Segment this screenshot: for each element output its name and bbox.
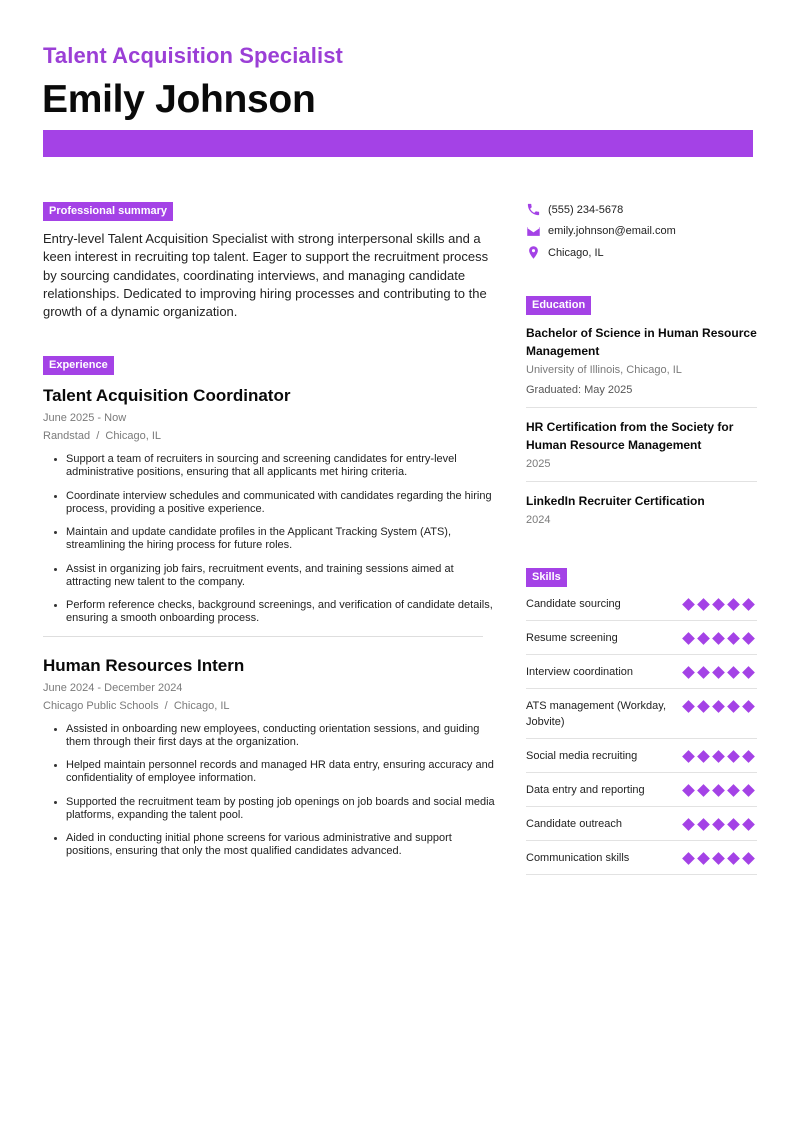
rating-diamond-icon — [712, 666, 725, 679]
skill-rating — [683, 852, 754, 865]
rating-diamond-icon — [682, 666, 695, 679]
skill-rating — [683, 666, 754, 679]
rating-diamond-icon — [697, 852, 710, 865]
skill-row — [526, 841, 757, 875]
skill-name: Interview coordination — [526, 666, 634, 678]
rating-diamond-icon — [742, 784, 755, 797]
education-item — [526, 315, 757, 408]
phone-text: (555) 234-5678 — [548, 203, 624, 216]
education-item — [526, 482, 757, 537]
skill-rating — [683, 598, 754, 611]
job-title: Human Resources Intern — [43, 655, 245, 675]
job-company-location: Randstad / Chicago, IL — [43, 430, 162, 442]
bullet-item: Helped maintain personnel records and managed HR data entry, ensuring accuracy and confidentiality of employee information. — [52, 759, 498, 785]
rating-diamond-icon — [727, 632, 740, 645]
bullet-item: Supported the recruitment team by posting job openings on job boards and social media platforms, expanding the talent pool. — [52, 796, 498, 822]
job-dates: June 2024 - December 2024 — [43, 681, 183, 694]
summary-section — [43, 201, 498, 321]
job-entry — [43, 656, 498, 859]
skill-row — [526, 807, 757, 841]
summary-heading: Professional summary — [43, 202, 173, 221]
job-title-heading: Talent Acquisition Specialist — [43, 43, 343, 68]
skill-row — [526, 739, 757, 773]
rating-diamond-icon — [742, 666, 755, 679]
bullet-item: Perform reference checks, background screenings, and verification of candidate details, ensuring a smooth onboarding process. — [52, 599, 498, 625]
skills-heading: Skills — [526, 568, 567, 587]
experience-heading: Experience — [43, 356, 114, 375]
skill-row — [526, 587, 757, 621]
skill-name: Resume screening — [526, 632, 618, 644]
rating-diamond-icon — [742, 700, 755, 713]
rating-diamond-icon — [697, 818, 710, 831]
rating-diamond-icon — [682, 784, 695, 797]
mail-icon — [526, 224, 541, 239]
rating-diamond-icon — [727, 666, 740, 679]
education-year: 2024 — [526, 513, 551, 526]
rating-diamond-icon — [712, 700, 725, 713]
skill-name: Social media recruiting — [526, 750, 638, 762]
bullet-item: Aided in conducting initial phone screens for various administrative and support positions, ensuring that only the most qualified candidates advanced. — [52, 832, 498, 858]
rating-diamond-icon — [682, 852, 695, 865]
header-accent-bar — [43, 130, 753, 157]
rating-diamond-icon — [697, 632, 710, 645]
skill-row — [526, 689, 757, 739]
rating-diamond-icon — [727, 700, 740, 713]
rating-diamond-icon — [742, 632, 755, 645]
location-pin-icon — [526, 245, 541, 260]
job-bullets — [43, 723, 498, 859]
skill-name: ATS management (Workday, Jobvite) — [526, 700, 666, 728]
rating-diamond-icon — [697, 666, 710, 679]
education-year: 2025 — [526, 457, 551, 470]
rating-diamond-icon — [727, 598, 740, 611]
education-school: University of Illinois, Chicago, IL — [526, 363, 682, 376]
phone-icon — [526, 202, 541, 217]
bullet-item: Assisted in onboarding new employees, conducting orientation sessions, and guiding them through their first days at the organization. — [52, 723, 498, 749]
contact-phone[interactable] — [526, 199, 757, 221]
rating-diamond-icon — [712, 818, 725, 831]
skill-rating — [683, 632, 754, 645]
rating-diamond-icon — [697, 784, 710, 797]
education-section — [526, 295, 757, 537]
education-date: Graduated: May 2025 — [526, 383, 633, 396]
job-entry — [43, 386, 498, 625]
job-bullets — [43, 453, 498, 625]
skill-rating — [683, 784, 754, 797]
education-item — [526, 408, 757, 482]
rating-diamond-icon — [697, 598, 710, 611]
skill-row — [526, 621, 757, 655]
rating-diamond-icon — [727, 784, 740, 797]
education-title: HR Certification from the Society for Human Resource Management — [526, 419, 734, 452]
rating-diamond-icon — [712, 852, 725, 865]
sidebar — [526, 199, 757, 537]
email-text: emily.johnson@email.com — [548, 225, 676, 238]
rating-diamond-icon — [712, 784, 725, 797]
job-company-location: Chicago Public Schools / Chicago, IL — [43, 699, 230, 712]
rating-diamond-icon — [682, 700, 695, 713]
job-divider — [43, 636, 483, 637]
skills-list — [526, 587, 757, 875]
rating-diamond-icon — [742, 750, 755, 763]
rating-diamond-icon — [712, 632, 725, 645]
rating-diamond-icon — [682, 750, 695, 763]
rating-diamond-icon — [742, 852, 755, 865]
bullet-item: Assist in organizing job fairs, recruitment events, and training sessions aimed at attracting new talent to the company. — [52, 563, 498, 589]
job-dates: June 2025 - Now — [43, 412, 127, 424]
skill-row — [526, 773, 757, 807]
job-title: Talent Acquisition Coordinator — [43, 386, 291, 405]
bullet-item: Coordinate interview schedules and communicated with candidates regarding the hiring process, providing a positive experience. — [52, 490, 498, 516]
skills-section — [526, 567, 757, 875]
skill-name: Candidate sourcing — [526, 598, 621, 610]
candidate-name: Emily Johnson — [42, 78, 316, 121]
rating-diamond-icon — [727, 818, 740, 831]
rating-diamond-icon — [682, 598, 695, 611]
summary-text: Entry-level Talent Acquisition Specialist with strong interpersonal skills and a keen interest in recruiting top talent. Eager to support the recruitment process by sourcing candidates, coordinating interviews, and managing candidate relationships. Dedicated to improving hiring processes and contributing to the growth of a dynamic organization. — [43, 231, 489, 320]
experience-section — [43, 355, 498, 869]
rating-diamond-icon — [727, 750, 740, 763]
skill-name: Data entry and reporting — [526, 784, 645, 796]
education-title: Bachelor of Science in Human Resource Management — [526, 325, 757, 358]
skill-row — [526, 655, 757, 689]
bullet-item: Maintain and update candidate profiles in the Applicant Tracking System (ATS), streamlining the hiring process for future roles. — [52, 526, 498, 552]
skill-rating — [683, 750, 754, 763]
skill-name: Candidate outreach — [526, 818, 623, 830]
rating-diamond-icon — [742, 818, 755, 831]
bullet-item: Support a team of recruiters in sourcing and screening candidates for entry-level administrative positions, ensuring that all applicants met hiring criteria. — [52, 453, 498, 479]
location-text: Chicago, IL — [548, 246, 604, 259]
education-title: LinkedIn Recruiter Certification — [526, 493, 705, 508]
rating-diamond-icon — [712, 598, 725, 611]
rating-diamond-icon — [682, 818, 695, 831]
contact-email[interactable] — [526, 221, 757, 243]
rating-diamond-icon — [727, 852, 740, 865]
rating-diamond-icon — [712, 750, 725, 763]
contact-location — [526, 242, 757, 264]
education-heading: Education — [526, 296, 591, 315]
rating-diamond-icon — [682, 632, 695, 645]
contact-block — [526, 199, 757, 264]
skill-rating — [683, 700, 754, 713]
skill-rating — [683, 818, 754, 831]
skill-name: Communication skills — [526, 852, 630, 864]
rating-diamond-icon — [742, 598, 755, 611]
rating-diamond-icon — [697, 700, 710, 713]
rating-diamond-icon — [697, 750, 710, 763]
